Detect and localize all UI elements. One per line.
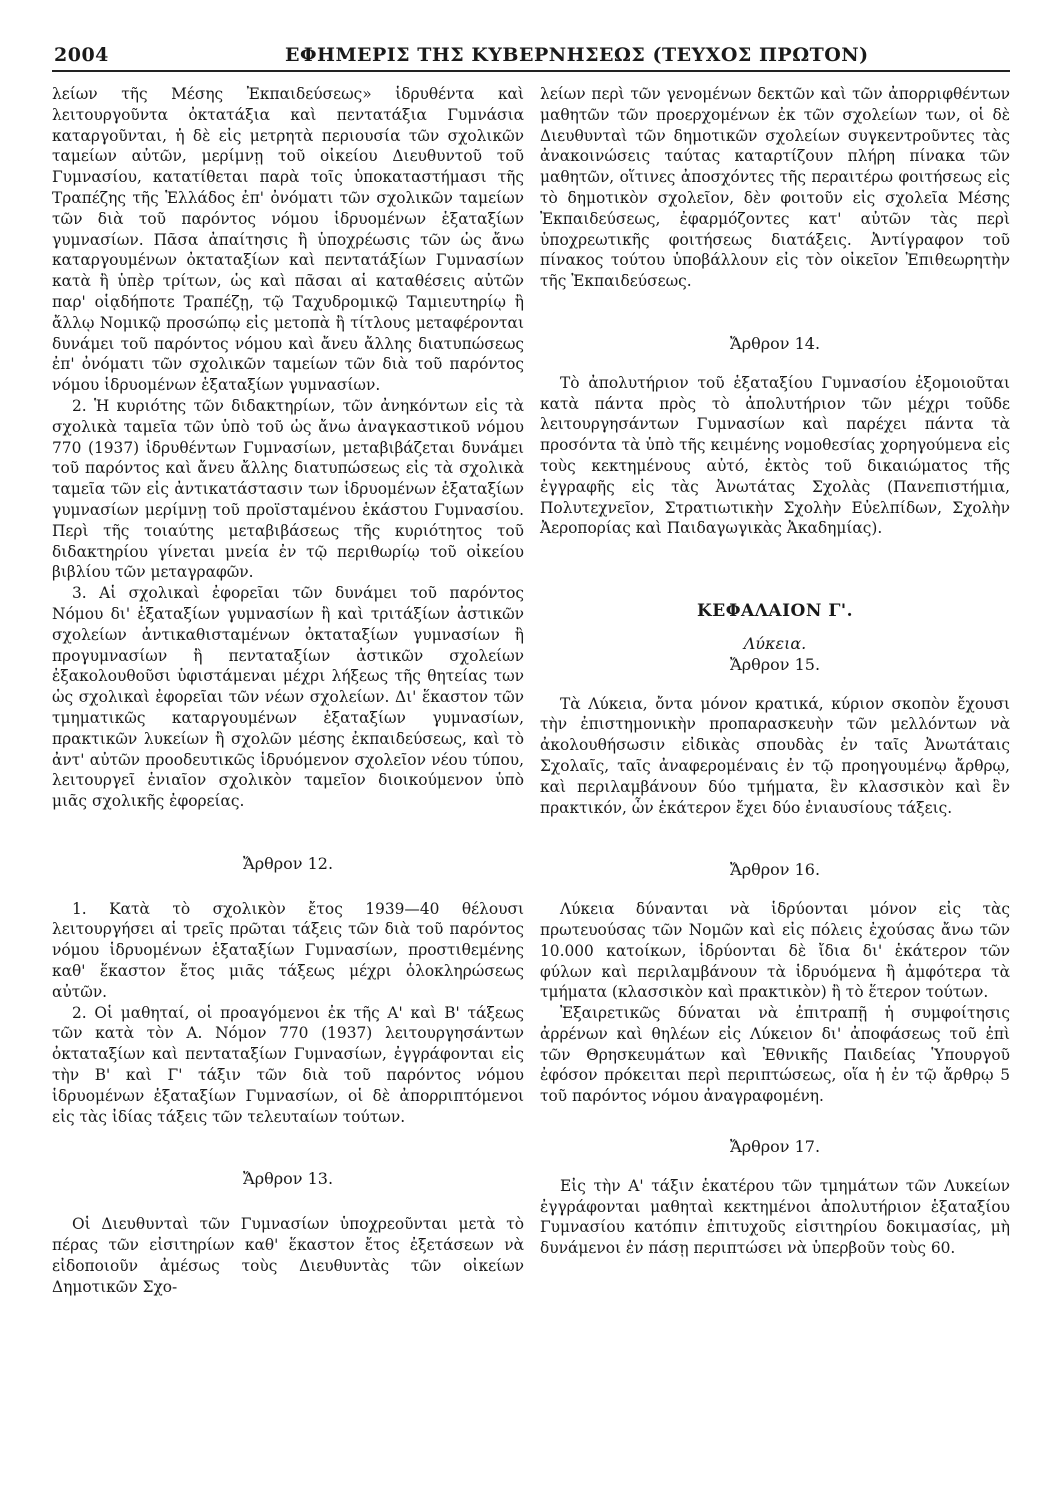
chapter-heading: ΚΕΦΑΛΑΙΟΝ Γ'.	[696, 601, 854, 622]
article-12-paragraph-2: 2. Οἱ μαθηταί, οἱ προαγόμενοι ἐκ τῆς Α' καὶ Β' τάξεως τῶν κατὰ τὸν Α. Νόμον 770 (1937) λειτουργησάντων ὀκταταξίων καὶ πενταταξίων Γυμνασίων, ἐγγράφονται εἰς τὴν Β' καὶ Γ' τάξιν τῶν διὰ τοῦ παρόντος νόμου ἱδρυομένων ἑξαταξίων Γυμνασίων, οἱ δὲ ἀπορριπτόμενοι εἰς τὰς ἰδίας τάξεις τῶν τελευταίων τούτων.	[52, 1003, 524, 1126]
article-13-heading: Ἄρθρον 13.	[242, 1169, 334, 1189]
paragraph-3: 3. Αἱ σχολικαὶ ἐφορεῖαι τῶν δυνάμει τοῦ παρόντος Νόμου δι' ἑξαταξίων γυμνασίων ἢ καὶ τριτάξίων ἀστικῶν σχολείων ἀντικαθισταμένων ὀκταταξίων γυμνασίων ἢ προγυμνασίων ἢ πενταταξίων ἀστικῶν σχολείων ἐξακολουθοῦσι ὑφιστάμεναι μέχρι λήξεως τῆς θητείας των ὡς σχολικαὶ ἐφορεῖαι τῶν νέων σχολείων. Δι' ἕκαστον τῶν τμηματικῶς καταργουμένων ἑξαταξίων γυμνασίων, πρακτικῶν λυκείων ἢ σχολῶν μέσης ἐκπαιδεύσεως, καὶ τὸ ἀντ' αὐτῶν προοδευτικῶς ἱδρυόμενον σχολεῖον νέου τύπου, λειτουργεῖ ἑνιαῖον σχολικὸν ταμεῖον διοικούμενον ὑπὸ μιᾶς σχολικῆς ἐφορείας.	[52, 584, 524, 811]
article-16-text: Λύκεια δύνανται νὰ ἱδρύονται μόνον εἰς τὰς πρωτευούσας τῶν Νομῶν καὶ εἰς πόλεις ἐχούσας ἄνω τῶν 10.000 κατοίκων, ἱδρύονται δὲ ἴδια δι' ἑκάτερον τῶν φύλων καὶ περιλαμβάνουν τὰ ἱδρυόμενα ἢ ἀμφότερα τὰ τμήματα (κλασσικὸν καὶ πρακτικὸν) ἢ τὸ ἕτερον τούτων.	[540, 900, 1010, 1002]
article-15-heading: Ἄρθρον 15.	[729, 654, 821, 674]
page-header	[0, 0, 1064, 80]
article-13-text: Οἱ Διευθυνταὶ τῶν Γυμνασίων ὑποχρεοῦνται μετὰ τὸ πέρας τῶν εἰσιτηρίων καθ' ἕκαστον ἔτος ἐξετάσεων νὰ εἰδοποιοῦν ἀμέσως τοὺς Διευθυντὰς τῶν οἰκείων Δημοτικῶν Σχο-	[52, 1215, 524, 1296]
article-15-text: Τὰ Λύκεια, ὄντα μόνον κρατικά, κύριον σκοπὸν ἔχουσι τὴν ἐπιστημονικὴν προπαρασκευὴν τῶν μελλόντων νὰ ἀκολουθήσωσιν εἰδικὰς σπουδὰς ἐν ταῖς Ἀνωτάταις Σχολαῖς, ταῖς ἀναφερομέναις ἐν τῷ προηγουμένῳ ἄρθρῳ, καὶ περιλαμβάνουν δύο τμήματα, ἓν κλασσικὸν καὶ ἓν πρακτικόν, ὧν ἑκάτερον ἔχει δύο ἐνιαυσίους τάξεις.	[540, 694, 1010, 817]
article-12-paragraph-1: 1. Κατὰ τὸ σχολικὸν ἔτος 1939—40 θέλουσι λειτουργήσει αἱ τρεῖς πρῶται τάξεις τῶν διὰ τοῦ παρόντος νόμου ἱδρυομένων ἑξαταξίων Γυμνασίων, προστιθεμένης καθ' ἕκαστον ἔτος μιᾶς τάξεως μέχρι ὁλοκληρώσεως αὐτῶν.	[52, 899, 524, 1001]
article-14-text: Τὸ ἀπολυτήριον τοῦ ἑξαταξίου Γυμνασίου ἐξομοιοῦται κατὰ πάντα πρὸς τὸ ἀπολυτήριον τῶν μέχρι τοῦδε λειτουργησάντων Γυμνασίων καὶ παρέχει πάντα τὰ προσόντα τὰ ὑπὸ τῆς κειμένης νομοθεσίας χορηγούμενα εἰς τοὺς κεκτημένους αὐτό, ἐκτὸς τοῦ δικαιώματος τῆς ἐγγραφῆς εἰς τὰς Ἀνωτάτας Σχολὰς (Πανεπιστήμια, Πολυτεχνεῖον, Στρατιωτικὴν Σχολὴν Εὐελπίδων, Σχολὴν Ἀεροπορίας καὶ Παιδαγωγικὰς Ἀκαδημίας).	[540, 373, 1010, 538]
header-rule	[52, 70, 1010, 72]
left-column	[52, 84, 524, 1297]
continuation-paragraph: λείων τῆς Μέσης Ἐκπαιδεύσεως» ἱδρυθέντα καὶ λειτουργοῦντα ὀκτατάξια καὶ πεντατάξια Γυμνάσια καταργοῦνται, ἡ δὲ εἰς μετρητὰ περιουσία τῶν σχολικῶν ταμείων αὐτῶν, μερίμνῃ τοῦ οἰκείου Διευθυντοῦ τοῦ Γυμνασίου, κατατίθεται παρὰ τοῖς ὑποκαταστήμασι τῆς Τραπέζης τῆς Ἑλλάδος ἐπ' ὀνόματι τῶν σχολικῶν ταμείων τῶν διὰ τοῦ παρόντος νόμου ἱδρυομένων ἑξαταξίων γυμνασίων. Πᾶσα ἀπαίτησις ἢ ὑποχρέωσις τῶν ὡς ἄνω καταργουμένων ὀκταταξίων καὶ πεντατάξίων Γυμνασίων κατὰ ἢ ὑπὲρ τρίτων, ὡς καὶ πᾶσαι αἱ καταθέσεις αὐτῶν παρ' οἱᾳδήποτε Τραπέζῃ, τῷ Ταχυδρομικῷ Ταμιευτηρίῳ ἢ ἄλλῳ Νομικῷ προσώπῳ εἰς μετοπὰ ἢ τίτλους μεταφέρονται δυνάμει τοῦ παρόντος νόμου καὶ ἄνευ ἄλλης διατυπώσεως ἐπ' ὀνόματι τῶν σχολικῶν ταμείων τῶν διὰ τοῦ παρόντος νόμου ἱδρυομένων ἑξαταξίων γυμνασίων.	[52, 85, 524, 395]
chapter-subtitle: Λύκεια.	[743, 633, 807, 653]
article-17-heading: Ἄρθρον 17.	[729, 1137, 821, 1157]
running-title: ΕΦΗΜΕΡΙΣ ΤΗΣ ΚΥΒΕΡΝΗΣΕΩΣ (ΤΕΥΧΟΣ ΠΡΩΤΟΝ)	[285, 44, 869, 66]
article-12-heading: Ἄρθρον 12.	[242, 853, 334, 873]
article-17-text: Εἰς τὴν Α' τάξιν ἑκατέρου τῶν τμημάτων τῶν Λυκείων ἐγγράφονται μαθηταὶ κεκτημένοι ἀπολυτήριον ἑξαταξίου Γυμνασίου κατόπιν ἐπιτυχοῦς εἰσιτηρίου δοκιμασίας, μὴ δυνάμενοι ἐν πάσῃ περιπτώσει νὰ ὑπερβοῦν τοὺς 60.	[540, 1176, 1010, 1258]
article-16-text-2: Ἐξαιρετικῶς δύναται νὰ ἐπιτραπῇ ἡ συμφοίτησις ἀρρένων καὶ θηλέων εἰς Λύκειον δι' ἀποφάσεως τοῦ ἐπὶ τῶν Θρησκευμάτων καὶ Ἐθνικῆς Παιδείας Ὑπουργοῦ ἐφόσον πρόκειται περὶ περιπτώσεως, οἵα ἡ ἐν τῷ ἄρθρῳ 5 τοῦ παρόντος νόμου ἀναγραφομένη.	[540, 1004, 1010, 1106]
paragraph-2: 2. Ἡ κυριότης τῶν διδακτηρίων, τῶν ἀνηκόντων εἰς τὰ σχολικὰ ταμεῖα τῶν ὑπὸ τοῦ ὡς ἄνω ἀναγκαστικοῦ νόμου 770 (1937) ἱδρυθέντων Γυμνασίων, μεταβιβάζεται δυνάμει τοῦ παρόντος καὶ ἄνευ ἄλλης διατυπώσεως εἰς τὰ σχολικὰ ταμεῖα τῶν εἰς ἀντικατάστασιν των ἱδρυομένων ἑξαταξίων γυμνασίων μερίμνῃ τοῦ προϊσταμένου ἑκάστου Γυμνασίου. Περὶ τῆς τοιαύτης μεταβιβάσεως τῆς κυριότητος τοῦ διδακτηρίου γίνεται μνεία ἐν τῷ περιθωρίῳ τοῦ οἰκείου βιβλίου τῶν μεταγραφῶν.	[52, 396, 524, 582]
continuation-paragraph: λείων περὶ τῶν γενομένων δεκτῶν καὶ τῶν ἀπορριφθέντων μαθητῶν τῶν προερχομένων ἐκ τῶν σχολείων των, οἱ δὲ Διευθυνταὶ τῶν δημοτικῶν σχολείων συγκεντροῦντες τὰς ἀνακοινώσεις ταύτας καταρτίζουν πλήρη πίνακα τῶν μαθητῶν, οἵτινες ἀποσχόντες τῆς περαιτέρω φοιτήσεως εἰς τὸ δημοτικὸν σχολεῖον, δὲν φοιτοῦν εἰς σχολεῖα Μέσης Ἐκπαιδεύσεως, ἐφαρμόζοντες κατ' αὐτῶν τὰς περὶ ὑποχρεωτικῆς φοιτήσεως διατάξεις. Ἀντίγραφον τοῦ πίνακος τούτου ὑποβάλλουν εἰς τὸν οἰκεῖον Ἐπιθεωρητὴν τῆς Ἐκπαιδεύσεως.	[540, 85, 1010, 291]
article-16-heading: Ἄρθρον 16.	[729, 860, 821, 880]
article-14-heading: Ἄρθρον 14.	[729, 333, 821, 353]
right-column	[540, 84, 1010, 1259]
page-number: 2004	[54, 44, 109, 66]
